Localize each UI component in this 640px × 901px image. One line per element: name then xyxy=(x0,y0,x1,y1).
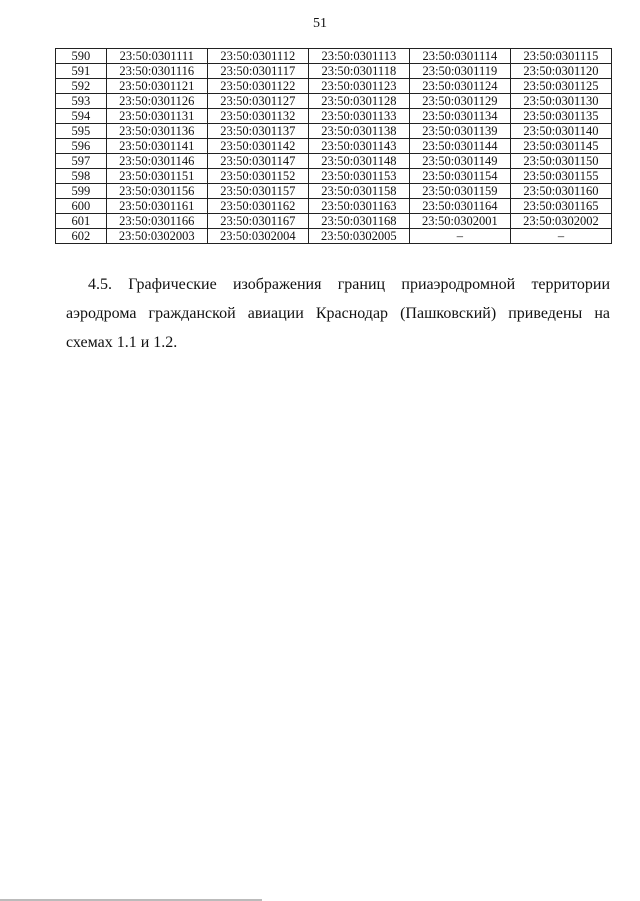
cadastral-number-cell: 23:50:0301133 xyxy=(308,109,409,124)
table-row xyxy=(56,49,612,64)
cadastral-number-cell: 23:50:0301160 xyxy=(510,184,611,199)
cadastral-number-cell: 23:50:0301148 xyxy=(308,154,409,169)
cadastral-number-cell: 23:50:0301150 xyxy=(510,154,611,169)
cadastral-number-cell: 23:50:0301145 xyxy=(510,139,611,154)
row-number-cell: 596 xyxy=(56,139,107,154)
cadastral-number-cell: – xyxy=(510,229,611,244)
table-row xyxy=(56,94,612,109)
page-number: 51 xyxy=(313,16,327,31)
cadastral-number-cell: 23:50:0301163 xyxy=(308,199,409,214)
cadastral-number-cell: 23:50:0302002 xyxy=(510,214,611,229)
cadastral-number-cell: 23:50:0301131 xyxy=(106,109,207,124)
cadastral-number-cell: 23:50:0301151 xyxy=(106,169,207,184)
table-row xyxy=(56,214,612,229)
cadastral-number-cell: 23:50:0301126 xyxy=(106,94,207,109)
cadastral-number-cell: 23:50:0301128 xyxy=(308,94,409,109)
table-row xyxy=(56,64,612,79)
cadastral-number-cell: 23:50:0301112 xyxy=(207,49,308,64)
row-number-cell: 600 xyxy=(56,199,107,214)
cadastral-number-cell: 23:50:0301121 xyxy=(106,79,207,94)
cadastral-table-body xyxy=(56,49,612,244)
row-number-cell: 594 xyxy=(56,109,107,124)
cadastral-number-cell: 23:50:0301123 xyxy=(308,79,409,94)
cadastral-number-cell: 23:50:0301117 xyxy=(207,64,308,79)
cadastral-number-cell: 23:50:0302005 xyxy=(308,229,409,244)
cadastral-number-cell: 23:50:0301122 xyxy=(207,79,308,94)
cadastral-number-cell: 23:50:0301147 xyxy=(207,154,308,169)
cadastral-number-cell: 23:50:0301140 xyxy=(510,124,611,139)
cadastral-number-cell: 23:50:0301130 xyxy=(510,94,611,109)
row-number-cell: 599 xyxy=(56,184,107,199)
cadastral-number-cell: 23:50:0301156 xyxy=(106,184,207,199)
table-row xyxy=(56,154,612,169)
row-number-cell: 602 xyxy=(56,229,107,244)
cadastral-number-cell: 23:50:0301120 xyxy=(510,64,611,79)
cadastral-number-cell: 23:50:0301135 xyxy=(510,109,611,124)
row-number-cell: 601 xyxy=(56,214,107,229)
cadastral-number-cell: 23:50:0301168 xyxy=(308,214,409,229)
cadastral-number-cell: – xyxy=(409,229,510,244)
cadastral-number-cell: 23:50:0301118 xyxy=(308,64,409,79)
table-row xyxy=(56,124,612,139)
cadastral-table xyxy=(55,48,612,244)
table-row xyxy=(56,169,612,184)
cadastral-number-cell: 23:50:0301124 xyxy=(409,79,510,94)
row-number-cell: 592 xyxy=(56,79,107,94)
cadastral-number-cell: 23:50:0301159 xyxy=(409,184,510,199)
cadastral-number-cell: 23:50:0301111 xyxy=(106,49,207,64)
cadastral-number-cell: 23:50:0301146 xyxy=(106,154,207,169)
row-number-cell: 597 xyxy=(56,154,107,169)
table-row xyxy=(56,79,612,94)
cadastral-number-cell: 23:50:0301129 xyxy=(409,94,510,109)
cadastral-number-cell: 23:50:0302001 xyxy=(409,214,510,229)
table-row xyxy=(56,109,612,124)
cadastral-number-cell: 23:50:0301153 xyxy=(308,169,409,184)
cadastral-number-cell: 23:50:0301127 xyxy=(207,94,308,109)
table-row xyxy=(56,229,612,244)
cadastral-number-cell: 23:50:0301155 xyxy=(510,169,611,184)
cadastral-number-cell: 23:50:0301136 xyxy=(106,124,207,139)
cadastral-number-cell: 23:50:0302004 xyxy=(207,229,308,244)
table-row xyxy=(56,139,612,154)
cadastral-number-cell: 23:50:0301158 xyxy=(308,184,409,199)
cadastral-number-cell: 23:50:0301138 xyxy=(308,124,409,139)
table-row xyxy=(56,184,612,199)
cadastral-number-cell: 23:50:0301119 xyxy=(409,64,510,79)
cadastral-number-cell: 23:50:0301149 xyxy=(409,154,510,169)
row-number-cell: 598 xyxy=(56,169,107,184)
row-number-cell: 595 xyxy=(56,124,107,139)
cadastral-number-cell: 23:50:0301114 xyxy=(409,49,510,64)
table-row xyxy=(56,199,612,214)
row-number-cell: 590 xyxy=(56,49,107,64)
cadastral-number-cell: 23:50:0301157 xyxy=(207,184,308,199)
cadastral-number-cell: 23:50:0301162 xyxy=(207,199,308,214)
cadastral-number-cell: 23:50:0301134 xyxy=(409,109,510,124)
cadastral-number-cell: 23:50:0302003 xyxy=(106,229,207,244)
cadastral-number-cell: 23:50:0301115 xyxy=(510,49,611,64)
cadastral-number-cell: 23:50:0301164 xyxy=(409,199,510,214)
cadastral-number-cell: 23:50:0301113 xyxy=(308,49,409,64)
cadastral-number-cell: 23:50:0301165 xyxy=(510,199,611,214)
cadastral-number-cell: 23:50:0301144 xyxy=(409,139,510,154)
row-number-cell: 593 xyxy=(56,94,107,109)
cadastral-number-cell: 23:50:0301142 xyxy=(207,139,308,154)
cadastral-number-cell: 23:50:0301137 xyxy=(207,124,308,139)
cadastral-number-cell: 23:50:0301139 xyxy=(409,124,510,139)
cadastral-number-cell: 23:50:0301161 xyxy=(106,199,207,214)
row-number-cell: 591 xyxy=(56,64,107,79)
cadastral-number-cell: 23:50:0301167 xyxy=(207,214,308,229)
cadastral-number-cell: 23:50:0301125 xyxy=(510,79,611,94)
cadastral-number-cell: 23:50:0301143 xyxy=(308,139,409,154)
cadastral-number-cell: 23:50:0301141 xyxy=(106,139,207,154)
cadastral-number-cell: 23:50:0301116 xyxy=(106,64,207,79)
cadastral-number-cell: 23:50:0301154 xyxy=(409,169,510,184)
cadastral-number-cell: 23:50:0301132 xyxy=(207,109,308,124)
section-paragraph: 4.5. Графические изображения границ приаэродромной территории аэродрома гражданской авиации Краснодар (Пашковский) приведены на схемах 1.1 и 1.2. xyxy=(66,276,610,351)
cadastral-number-cell: 23:50:0301152 xyxy=(207,169,308,184)
cadastral-number-cell: 23:50:0301166 xyxy=(106,214,207,229)
